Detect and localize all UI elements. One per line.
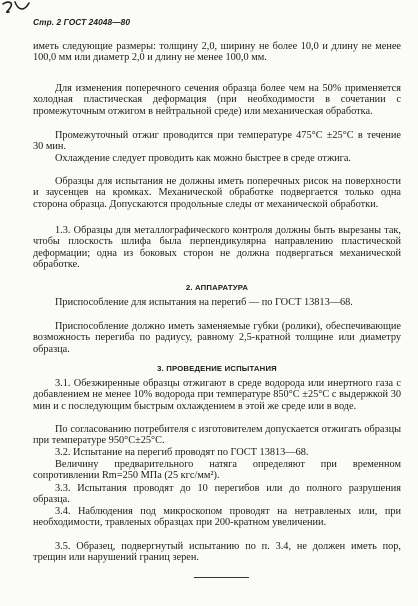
paragraph: Приспособление должно иметь заменяемые губки (ролики), обеспечивающие возможность перегиба по радиусу, равному 2,5-кратной толщине или диаметру образца. xyxy=(33,321,401,355)
handwritten-mark xyxy=(0,0,32,20)
paragraph: иметь следующие размеры: толщину 2,0, ширину не более 10,0 и длину не менее 100,0 мм или диаметр 2,0 и длину не менее 100,0 мм. xyxy=(33,41,401,64)
paragraph: Величину предварительного натяга определяют при временном сопротивлении Rm=250 МПа (25 кгс/мм²). xyxy=(33,459,401,482)
section-title: 2. АППАРАТУРА xyxy=(185,283,249,292)
paragraph: Промежуточный отжиг проводится при температуре 475°C ±25°C в течение 30 мин. xyxy=(33,130,401,153)
page-header: Стр. 2 ГОСТ 24048—80 xyxy=(33,17,131,27)
paragraph: 3.3. Испытания проводят до 10 перегибов или до полного разрушения образца. xyxy=(33,483,401,506)
paragraph: 3.5. Образец, подвергнутый испытанию по п. 3.4, не должен иметь пор, трещин или нарушений границ зерен. xyxy=(33,541,401,564)
paragraph: Охлаждение следует проводить как можно быстрее в среде отжига. xyxy=(55,153,351,164)
section-title: 3. ПРОВЕДЕНИЕ ИСПЫТАНИЯ xyxy=(157,364,277,373)
paragraph: 3.1. Обезжиренные образцы отжигают в среде водорода или инертного газа с добавлением не менее 10% водорода при температуре 850°C ±25°C с выдержкой 30 мин и с последующим быстрым охлаждением в этой же среде или в воде. xyxy=(33,378,401,412)
closing-rule xyxy=(194,577,249,578)
paragraph: 1.3. Образцы для металлографического контроля должны быть вырезаны так, чтобы плоскость шлифа была перпендикулярна направлению пластической деформации; одна из боковых сторон не должна подвергаться механической обработке. xyxy=(33,225,401,271)
paragraph: Для изменения поперечного сечения образца более чем на 50% применяется холодная пластическая деформация (при необходимости в сочетании с промежуточным отжигом в нейтральной среде) или механическая обработка. xyxy=(33,83,401,117)
paragraph: Приспособление для испытания на перегиб — по ГОСТ 13813—68. xyxy=(55,297,353,308)
paragraph: Образцы для испытания не должны иметь поперечных рисок на поверхности и заусенцев на кромках. Механической обработке подвергается только одна сторона образца. Допускаются продольные следы от механической обработки. xyxy=(33,176,401,210)
paragraph: 3.2. Испытание на перегиб проводят по ГОСТ 13813—68. xyxy=(55,447,309,458)
paragraph: 3.4. Наблюдения под микроскопом проводят на нетравленых или, при необходимости, травленых образцах при 200-кратном увеличении. xyxy=(33,506,401,529)
paragraph: По согласованию потребителя с изготовителем допускается отжигать образцы при температуре 950°C±25°C. xyxy=(33,424,401,447)
